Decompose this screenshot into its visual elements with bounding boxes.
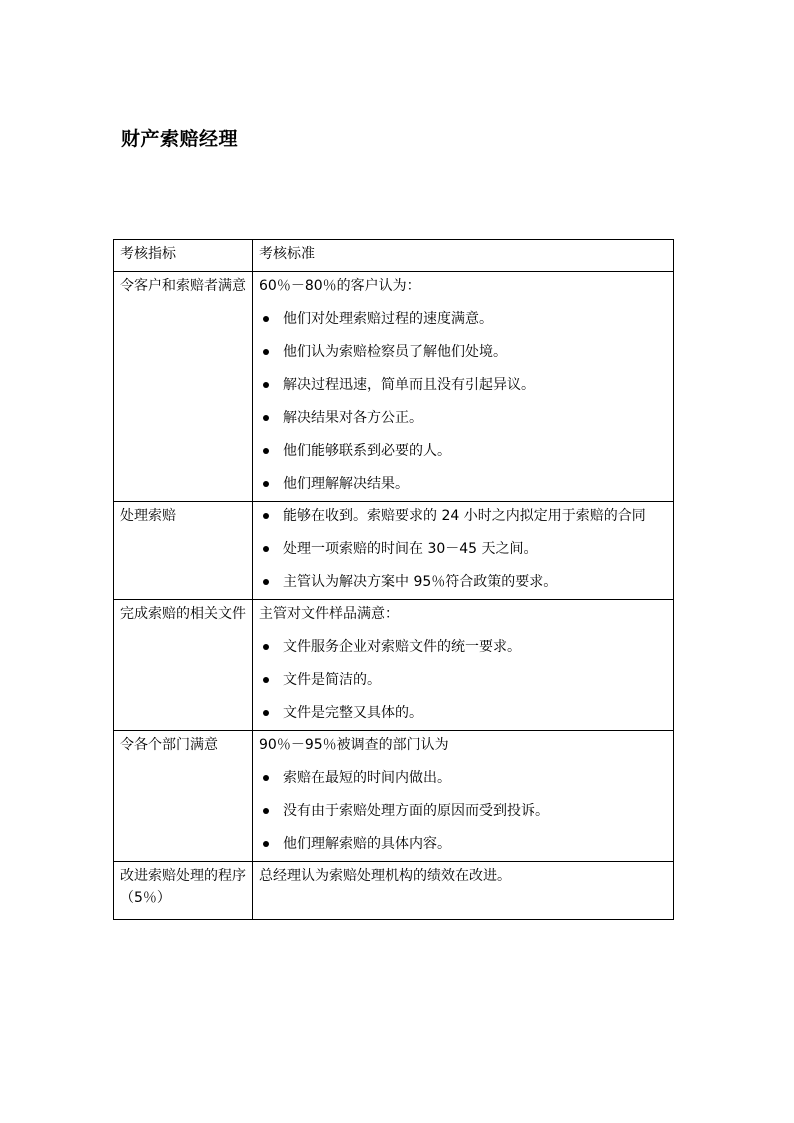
kpi-table — [113, 239, 674, 920]
table-header-row — [114, 240, 674, 272]
bullet-icon — [263, 579, 269, 585]
list-item-text: 他们认为索赔检察员了解他们处境。 — [283, 344, 507, 360]
list-item — [259, 800, 667, 822]
bullet-icon — [263, 808, 269, 814]
standard-intro: 总经理认为索赔处理机构的绩效在改进。 — [259, 868, 511, 884]
table-row — [114, 600, 674, 731]
list-item — [259, 702, 667, 724]
list-item — [259, 636, 667, 658]
bullet-icon — [263, 546, 269, 552]
standard-intro: 90％－95％被调查的部门认为 — [259, 737, 449, 753]
list-item — [259, 440, 667, 462]
list-item — [259, 308, 667, 330]
list-item-text: 他们理解解决结果。 — [283, 476, 409, 492]
standard-list — [259, 767, 667, 855]
list-item-text: 文件是简洁的。 — [283, 672, 381, 688]
bullet-icon — [263, 677, 269, 683]
header-indicator: 考核指标 — [114, 240, 253, 272]
standard-list — [259, 636, 667, 724]
list-item — [259, 669, 667, 691]
standard-list — [259, 505, 667, 593]
standard-cell — [253, 862, 674, 920]
table-row — [114, 731, 674, 862]
list-item-text: 解决结果对各方公正。 — [283, 410, 423, 426]
standard-intro: 主管对文件样品满意： — [259, 606, 399, 622]
list-item-text: 主管认为解决方案中 95％符合政策的要求。 — [283, 574, 558, 590]
document-title: 财产索赔经理 — [121, 128, 239, 150]
standard-intro: 60％－80％的客户认为： — [259, 278, 421, 294]
indicator-cell: 令各个部门满意 — [114, 731, 253, 862]
list-item — [259, 538, 667, 560]
list-item — [259, 407, 667, 429]
list-item-text: 他们理解索赔的具体内容。 — [283, 836, 451, 852]
list-item-text: 他们对处理索赔过程的速度满意。 — [283, 311, 493, 327]
bullet-icon — [263, 513, 269, 519]
bullet-icon — [263, 481, 269, 487]
list-item-text: 文件服务企业对索赔文件的统一要求。 — [283, 639, 521, 655]
list-item-text: 索赔在最短的时间内做出。 — [283, 770, 451, 786]
list-item — [259, 571, 667, 593]
standard-cell — [253, 272, 674, 502]
header-standard: 考核标准 — [253, 240, 674, 272]
bullet-icon — [263, 382, 269, 388]
list-item — [259, 374, 667, 396]
bullet-icon — [263, 710, 269, 716]
standard-cell — [253, 731, 674, 862]
standard-list — [259, 308, 667, 495]
list-item-text: 解决过程迅速，简单而且没有引起异议。 — [283, 377, 535, 393]
indicator-cell: 完成索赔的相关文件 — [114, 600, 253, 731]
table-row — [114, 502, 674, 600]
bullet-icon — [263, 316, 269, 322]
standard-cell — [253, 600, 674, 731]
bullet-icon — [263, 349, 269, 355]
bullet-icon — [263, 841, 269, 847]
list-item-text: 文件是完整又具体的。 — [283, 705, 423, 721]
list-item — [259, 505, 667, 527]
indicator-cell: 令客户和索赔者满意 — [114, 272, 253, 502]
list-item-text: 没有由于索赔处理方面的原因而受到投诉。 — [283, 803, 549, 819]
list-item — [259, 341, 667, 363]
list-item — [259, 473, 667, 495]
standard-cell — [253, 502, 674, 600]
list-item-text: 能够在收到。索赔要求的 24 小时之内拟定用于索赔的合同 — [283, 508, 646, 524]
bullet-icon — [263, 775, 269, 781]
bullet-icon — [263, 448, 269, 454]
table-row — [114, 862, 674, 920]
indicator-cell: 处理索赔 — [114, 502, 253, 600]
list-item-text: 处理一项索赔的时间在 30－45 天之间。 — [283, 541, 538, 557]
bullet-icon — [263, 644, 269, 650]
list-item — [259, 767, 667, 789]
list-item — [259, 833, 667, 855]
bullet-icon — [263, 415, 269, 421]
indicator-cell: 改进索赔处理的程序（5％） — [114, 862, 253, 920]
table-row — [114, 272, 674, 502]
list-item-text: 他们能够联系到必要的人。 — [283, 443, 451, 459]
